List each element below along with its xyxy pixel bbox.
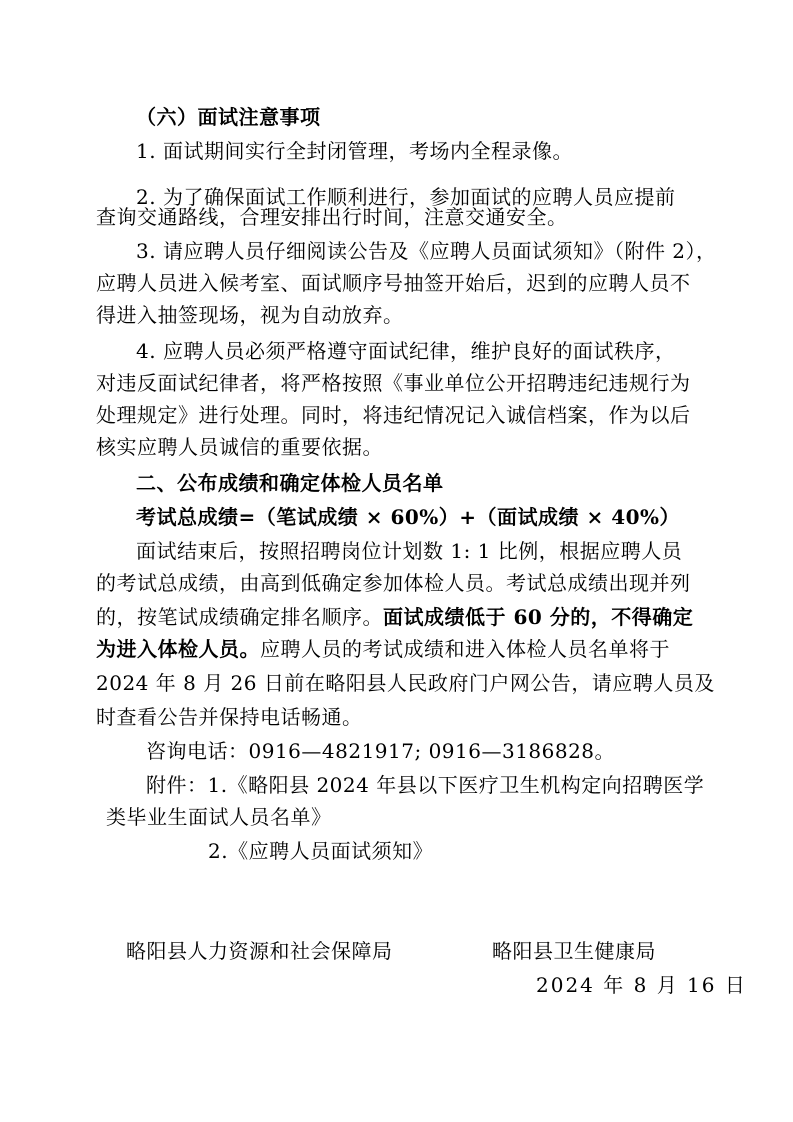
results-text-bold: 面试成绩低于 60 分的，不得确定	[383, 605, 694, 629]
section-six-heading: （六）面试注意事项	[136, 105, 321, 129]
results-text-normal: 的，按笔试成绩确定排名顺序。	[96, 605, 383, 629]
rule-item-4-line-3: 处理规定》进行处理。同时，将违纪情况记入诚信档案，作为以后	[96, 403, 691, 427]
rule-item-3-line-1: 3. 请应聘人员仔细阅读公告及《应聘人员面试须知》（附件 2），	[136, 239, 717, 263]
issuer-hr-bureau: 略阳县人力资源和社会保障局	[126, 939, 393, 963]
rule-item-1: 1. 面试期间实行全封闭管理，考场内全程录像。	[136, 139, 573, 163]
results-paragraph-line-3	[96, 600, 736, 634]
attachment-1-line-2: 类毕业生面试人员名单》	[106, 805, 332, 829]
score-formula: 考试总成绩=（笔试成绩 × 60%）+（面试成绩 × 40%）	[136, 505, 681, 529]
rule-item-2-line-1: 2. 为了确保面试工作顺利进行，参加面试的应聘人员应提前	[136, 185, 676, 209]
rule-item-4-line-1: 4. 应聘人员必须严格遵守面试纪律，维护良好的面试秩序，	[136, 339, 676, 363]
section-two-heading: 二、公布成绩和确定体检人员名单	[136, 471, 444, 495]
results-paragraph-line-2: 的考试总成绩，由高到低确定参加体检人员。考试总成绩出现并列	[96, 571, 691, 595]
attachment-2: 2.《应聘人员面试须知》	[208, 839, 434, 863]
results-paragraph-line-5: 2024 年 8 月 26 日前在略阳县人民政府门户网公告，请应聘人员及	[96, 671, 715, 695]
results-text-normal-2: 应聘人员的考试成绩和进入体检人员名单将于	[260, 637, 670, 661]
rule-item-4-line-2: 对违反面试纪律者，将严格按照《事业单位公开招聘违纪违规行为	[96, 371, 691, 395]
issuer-health-bureau: 略阳县卫生健康局	[492, 939, 656, 963]
results-paragraph-line-1: 面试结束后，按照招聘岗位计划数 1: 1 比例，根据应聘人员	[136, 539, 683, 563]
results-paragraph-line-6: 时查看公告并保持电话畅通。	[96, 705, 363, 729]
rule-item-3-line-2: 应聘人员进入候考室、面试顺序号抽签开始后，迟到的应聘人员不	[96, 271, 691, 295]
contact-phone: 咨询电话：0916—4821917; 0916—3186828。	[146, 739, 616, 763]
results-paragraph-line-4	[96, 632, 736, 666]
results-text-bold-2: 为进入体检人员。	[96, 637, 260, 661]
rule-item-4-line-4: 核实应聘人员诚信的重要依据。	[96, 435, 383, 459]
issue-date: 2024 年 8 月 16 日	[536, 973, 747, 997]
attachment-1-line-1: 附件：1.《略阳县 2024 年县以下医疗卫生机构定向招聘医学	[146, 773, 705, 797]
rule-item-2-line-2: 查询交通路线，合理安排出行时间，注意交通安全。	[96, 205, 568, 229]
rule-item-3-line-3: 得进入抽签现场，视为自动放弃。	[96, 303, 404, 327]
